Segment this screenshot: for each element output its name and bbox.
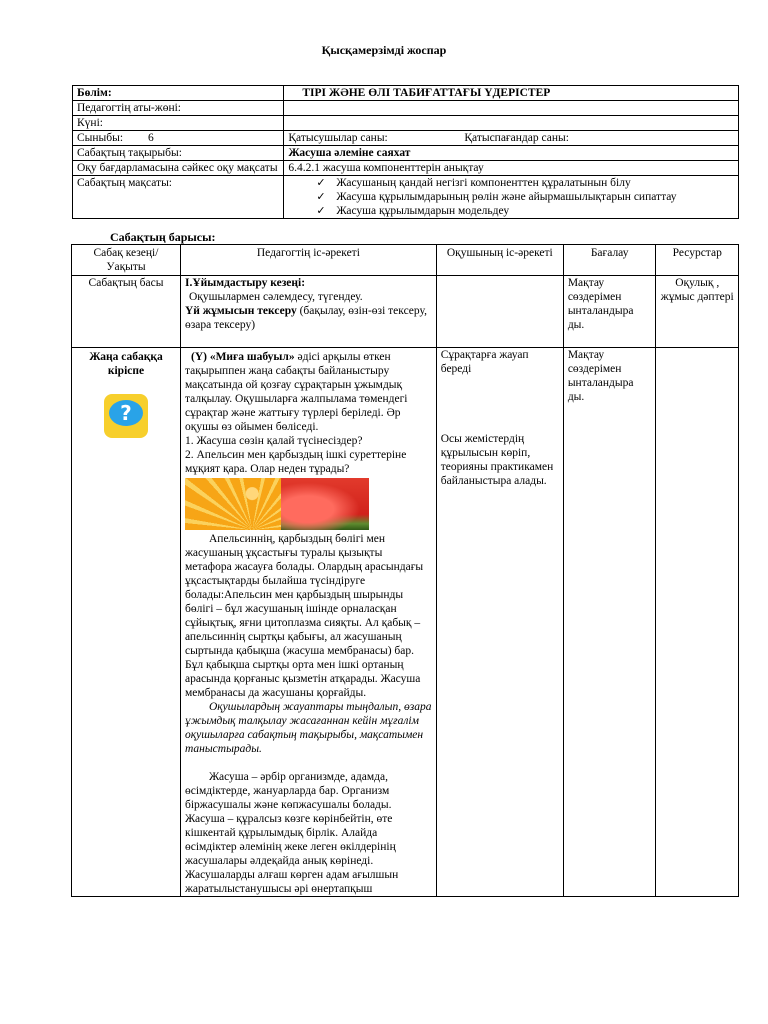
col-resources: Ресурстар xyxy=(656,245,739,276)
col-student: Оқушының іс-әрекеті xyxy=(436,245,563,276)
col-stage: Сабақ кезеңі/Уақыты xyxy=(72,245,181,276)
lesson-goal-item: ✓ Жасушаның қандай негізгі компоненттен құралатынын білу xyxy=(316,177,631,189)
cell-paragraph: Жасуша – әрбір организмде, адамда, өсімдіктерде, жануарларда бар. Организм біржасушалы және көпжасушалы болады. Жасуша – құралсыз көзге көрінбейтін, өте кішкентай құрылымдық бірлік. Алайда өсімдіктер әлемінің жеке леген өкілдерінің жасушалары әлдеқайда анық көрінеді. Жасушаларды алғаш көрген адам ағылшын жаратылыстанушысы әрі өнертапқыш xyxy=(184,771,399,895)
org-text: Оқушылармен сәлемдесу, түгендеу. xyxy=(188,291,363,303)
stage-start: Сабақтың басы xyxy=(72,276,181,348)
teacher-activity-start xyxy=(180,276,436,348)
fruit-images xyxy=(185,478,432,530)
info-table xyxy=(72,85,739,219)
metaphor-paragraph: Апельсиннің, қарбыздың бөлігі мен жасушаның ұқсастығы туралы қызықты метафора жасауға болады. Олардың арасындағы ұқсастықтарды былайша түсіндіруге болады:Апельсин мен қарбыздың шырынды бөлігі – бұл жасушаның ішінде орналасқан сұйықтық, яғни цитоплазма сияқты. Ал қабық – апельсиннің сыртқы қабығы, ал жасушаның сыртында қабықша (жасуша мембранасы) бар. Бұл қабықша сыртқы орта мен ішкі ортаның арасында қорғаныс қызметін атқарады. Жасуша мембранасы да жасушаны қорғайды. xyxy=(184,533,424,699)
homework-text: Үй жұмысын тексеру (бақылау, өзін-өзі тексеру, өзара тексеру) xyxy=(184,305,427,331)
teacher-activity-intro xyxy=(180,348,436,897)
grade-value: 6 xyxy=(147,132,154,144)
grade-label: Сыныбы: xyxy=(77,132,124,144)
progress-heading: Сабақтың барысы: xyxy=(110,230,216,244)
student-theory-text: Осы жемістердің құрылысын көріп, теорияны практикамен байланыстыра алады. xyxy=(440,433,554,487)
checkmark-icon: ✓ xyxy=(316,177,326,189)
brainstorm-text: (Ү) «Миға шабуыл» әдісі арқылы өткен тақырыппен жаңа сабақты байланыстыру мақсатында ой қозғау сұрақтарын ұжымдық талқылау. Оқушыларға жалпылама төмендегі сұрақтар және жаттығу түрлері беріледі. Әр оқушы өз ойымен бөліседі. xyxy=(184,351,408,433)
table-header-row xyxy=(72,245,739,276)
attendance-cell xyxy=(284,131,739,146)
date-label: Күні: xyxy=(73,116,284,131)
col-teacher: Педагогтің іс-әрекеті xyxy=(180,245,436,276)
absent-label: Қатыспағандар саны: xyxy=(464,132,569,144)
section-label: Бөлім: xyxy=(73,86,284,101)
section-value: ТІРІ ЖӘНЕ ӨЛІ ТАБИҒАТТАҒЫ ҮДЕРІСТЕР xyxy=(284,86,739,101)
resources-start: Оқулық , жұмыс дәптері xyxy=(656,276,739,348)
org-heading: I.Ұйымдастыру кезеңі: xyxy=(184,277,306,289)
teacher-value xyxy=(284,101,739,116)
topic-value: Жасуша әлеміне саяхат xyxy=(284,146,739,161)
stage-intro: Жаңа сабаққа кіріспе xyxy=(89,351,163,377)
present-label: Қатысушылар саны: xyxy=(288,132,388,144)
orange-slice-image xyxy=(185,478,281,530)
student-activity-start xyxy=(436,276,563,348)
student-answer-text: Сұрақтарға жауап береді xyxy=(440,349,529,375)
watermelon-slice-image xyxy=(281,478,369,530)
date-value xyxy=(284,116,739,131)
lesson-goals-cell xyxy=(284,176,739,219)
topic-label: Сабақтың тақырыбы: xyxy=(73,146,284,161)
stage-intro-cell xyxy=(72,348,181,897)
student-activity-intro xyxy=(436,348,563,897)
checkmark-icon: ✓ xyxy=(316,191,326,203)
discussion-paragraph: Оқушылардың жауаптары тыңдалып, өзара ұжымдық талқылау жасағаннан кейін мұғалім оқушыларға сабақтың тақырыбы, мақсатымен таныстырады. xyxy=(184,701,432,755)
checkmark-icon: ✓ xyxy=(316,205,326,217)
objective-label: Оқу бағдарламасына сәйкес оқу мақсаты xyxy=(73,161,284,176)
table-row xyxy=(72,276,739,348)
col-assessment: Бағалау xyxy=(563,245,656,276)
lesson-goal-item: ✓ Жасуша құрылымдарын модельдеу xyxy=(316,205,510,217)
objective-value: 6.4.2.1 жасуша компоненттерін анықтау xyxy=(284,161,739,176)
grade-cell xyxy=(73,131,284,146)
lesson-goal-label: Сабақтың мақсаты: xyxy=(73,176,284,219)
lesson-goals-list xyxy=(288,176,734,218)
lesson-progress-table xyxy=(71,244,739,897)
question-1: 1. Жасуша сөзін қалай түсінесіздер? xyxy=(184,435,363,447)
question-cloud-icon: ? xyxy=(104,394,148,438)
assessment-start: Мақтау сөздерімен ынталандыра ды. xyxy=(563,276,656,348)
spacer xyxy=(185,756,432,770)
question-2: 2. Апельсин мен қарбыздың ішкі суреттеріне мұқият қара. Олар неден тұрады? xyxy=(184,449,407,475)
teacher-label: Педагогтің аты-жөні: xyxy=(73,101,284,116)
table-row xyxy=(72,348,739,897)
lesson-goal-item: ✓ Жасуша құрылымдарының рөлін және айырмашылықтарын сипаттау xyxy=(316,191,677,203)
page-title: Қысқамерзімді жоспар xyxy=(321,43,447,57)
resources-intro xyxy=(656,348,739,897)
assessment-intro: Мақтау сөздерімен ынталандыра ды. xyxy=(563,348,656,897)
